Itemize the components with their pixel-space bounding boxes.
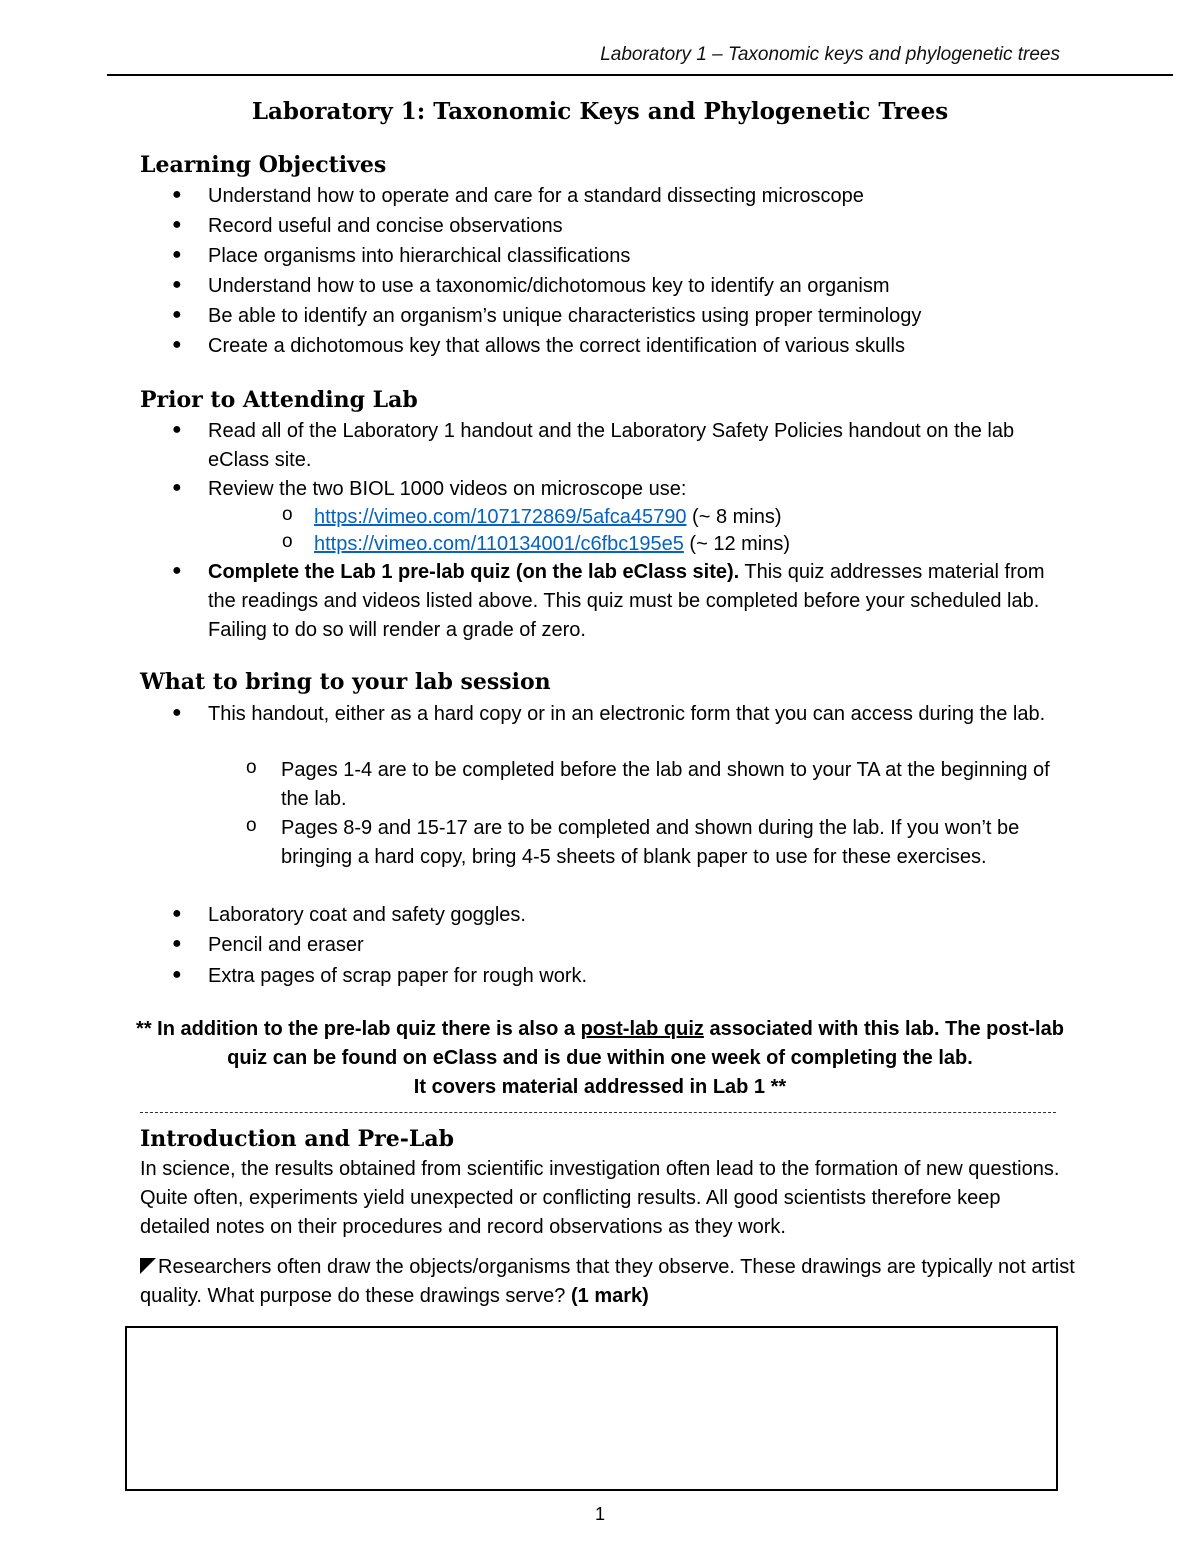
- answer-box[interactable]: [125, 1326, 1058, 1491]
- objective-item: Understand how to use a taxonomic/dichotomous key to identify an organism: [208, 275, 890, 297]
- bullet-icon: ●: [172, 905, 182, 922]
- question-marks: (1 mark): [570, 1285, 649, 1307]
- page-title: Laboratory 1: Taxonomic Keys and Phylogenetic Trees: [251, 98, 949, 125]
- page-number: 1: [594, 1504, 605, 1524]
- section-heading-objectives: Learning Objectives: [140, 152, 387, 178]
- video-link-2[interactable]: https://vimeo.com/110134001/c6fbc195e5: [314, 533, 684, 555]
- bullet-icon: ●: [172, 479, 182, 496]
- bring-item-coat: Laboratory coat and safety goggles.: [208, 904, 526, 926]
- intro-paragraph: In science, the results obtained from scientific investigation often lead to the formation of new questions. Quite often, experiments yield unexpected or conflicting results. All good scientists therefore keep detailed notes on their procedures and record observations as they work.: [140, 1158, 1060, 1238]
- video-link-item: [314, 530, 1074, 559]
- video-duration: (~ 12 mins): [683, 533, 791, 555]
- bullet-icon: ●: [172, 966, 182, 983]
- bring-item-handout: This handout, either as a hard copy or in an electronic form that you can access during the lab.: [208, 703, 1046, 725]
- bullet-icon: ●: [172, 562, 182, 579]
- objective-item: Create a dichotomous key that allows the correct identification of various skulls: [208, 335, 906, 357]
- bullet-icon: ●: [172, 336, 182, 353]
- bullet-icon: ●: [172, 246, 182, 263]
- note-text-2: associated with this lab. The post-lab quiz can be found on eClass and is due within one week of completing the lab.: [227, 1018, 1064, 1069]
- prior-item-read: Read all of the Laboratory 1 handout and the Laboratory Safety Policies handout on the lab eClass site.: [208, 420, 1015, 471]
- bullet-icon: ●: [172, 704, 182, 721]
- bullet-icon: ●: [172, 276, 182, 293]
- bring-subitem-pages: Pages 1-4 are to be completed before the lab and shown to your TA at the beginning of the lab.: [281, 759, 1050, 810]
- section-heading-prior: Prior to Attending Lab: [140, 387, 418, 413]
- note-text-3: It covers material addressed in Lab 1 **: [413, 1076, 787, 1098]
- prior-item-videos: Review the two BIOL 1000 videos on microscope use:: [208, 478, 687, 500]
- question-text: [140, 1253, 1075, 1311]
- section-heading-bring: What to bring to your lab session: [140, 669, 551, 695]
- running-header: Laboratory 1 – Taxonomic keys and phylogenetic trees: [600, 44, 1060, 65]
- video-link-1[interactable]: https://vimeo.com/107172869/5afca45790: [314, 506, 687, 528]
- circle-bullet-icon: o: [246, 757, 257, 778]
- section-divider: [140, 1112, 1056, 1113]
- prior-item-quiz: [208, 558, 1068, 645]
- bullet-icon: ●: [172, 421, 182, 438]
- post-lab-quiz-note: [130, 1015, 1070, 1102]
- question-marker-icon: [140, 1258, 156, 1274]
- video-duration: (~ 8 mins): [686, 506, 782, 528]
- objective-item: Be able to identify an organism’s unique characteristics using proper terminology: [208, 305, 922, 327]
- bullet-icon: ●: [172, 216, 182, 233]
- question-body: Researchers often draw the objects/organisms that they observe. These drawings are typically not artist quality. What purpose do these drawings serve?: [140, 1256, 1075, 1307]
- bring-item-pencil: Pencil and eraser: [208, 934, 364, 956]
- quiz-instruction-bold: Complete the Lab 1 pre-lab quiz (on the lab eClass site).: [208, 561, 740, 583]
- objective-item: Record useful and concise observations: [208, 215, 563, 237]
- circle-bullet-icon: o: [282, 531, 293, 552]
- note-text-1: ** In addition to the pre-lab quiz there is also a: [136, 1018, 581, 1040]
- bring-item-paper: Extra pages of scrap paper for rough work.: [208, 965, 588, 987]
- bullet-icon: ●: [172, 306, 182, 323]
- objective-item: Understand how to operate and care for a standard dissecting microscope: [208, 185, 864, 207]
- bullet-icon: ●: [172, 186, 182, 203]
- circle-bullet-icon: o: [246, 815, 257, 836]
- quiz-instruction-text: This quiz addresses material from the readings and videos listed above. This quiz must be completed before your scheduled lab. Failing to do so will render a grade of zero.: [208, 561, 1045, 641]
- circle-bullet-icon: o: [282, 504, 293, 525]
- bring-subitem-pages: Pages 8-9 and 15-17 are to be completed and shown during the lab. If you won’t be bringing a hard copy, bring 4-5 sheets of blank paper to use for these exercises.: [281, 817, 1020, 868]
- video-link-item: [314, 503, 1074, 532]
- bullet-icon: ●: [172, 935, 182, 952]
- section-heading-intro: Introduction and Pre-Lab: [140, 1126, 454, 1152]
- objective-item: Place organisms into hierarchical classifications: [208, 245, 631, 267]
- note-underlined-text: post-lab quiz: [580, 1018, 704, 1040]
- header-rule: [107, 74, 1173, 76]
